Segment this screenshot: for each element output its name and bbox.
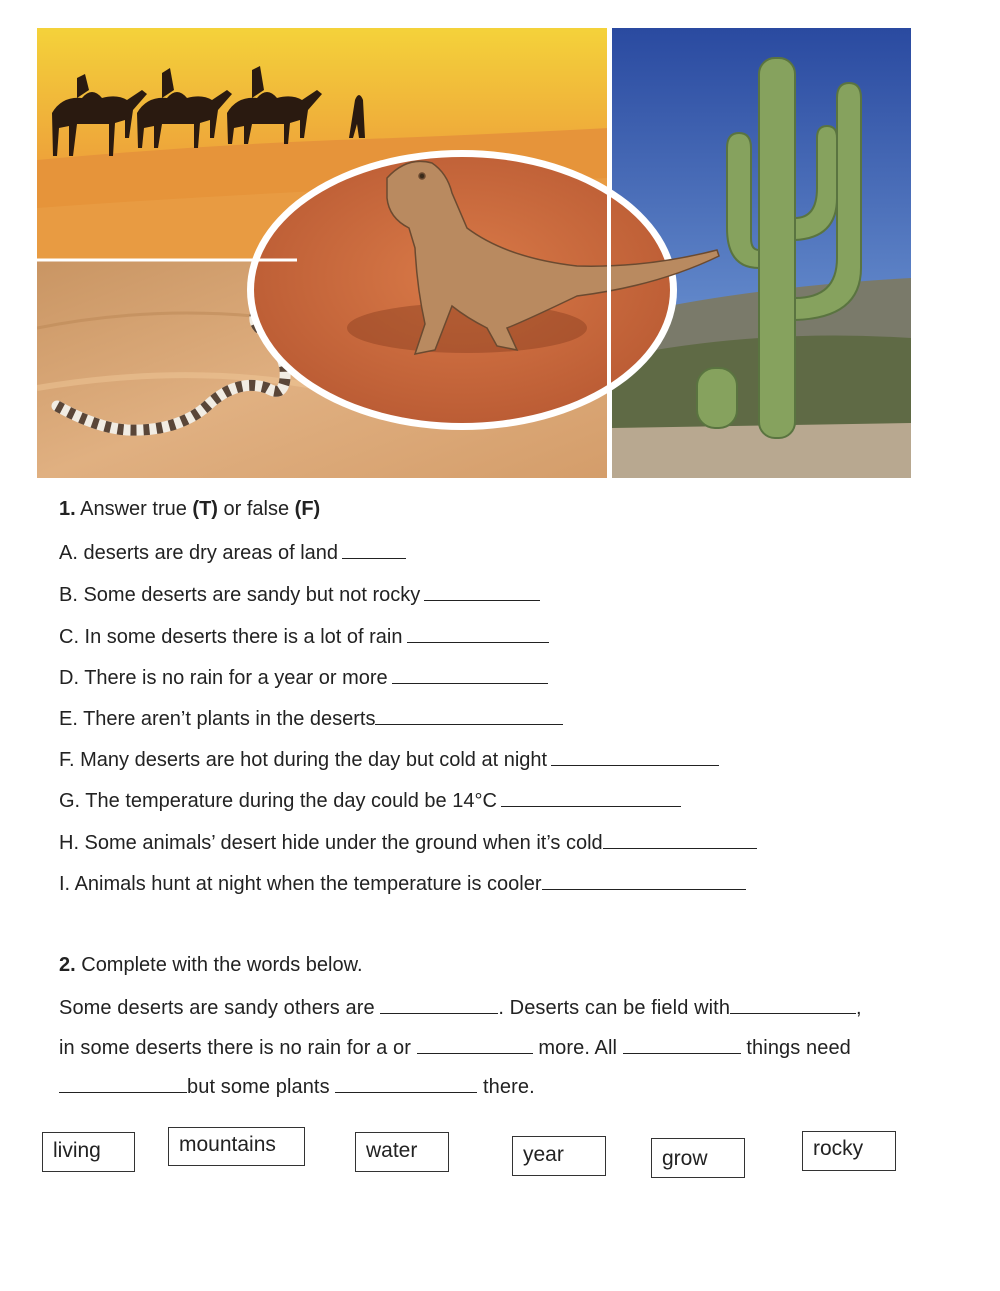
- line-text: Some deserts are sandy others are: [59, 997, 381, 1019]
- statement-d: [59, 665, 548, 690]
- statement-text: C. In some deserts there is a lot of rain: [59, 626, 403, 648]
- fill-blank[interactable]: [730, 995, 856, 1014]
- true-marker: (T): [192, 498, 218, 520]
- line-text: . Deserts can be field with: [498, 997, 731, 1019]
- section1-title: [59, 498, 320, 521]
- statement-text: I. Animals hunt at night when the temperature is cooler: [59, 873, 542, 895]
- answer-blank[interactable]: [392, 665, 548, 684]
- answer-blank[interactable]: [342, 540, 406, 559]
- desert-collage-image: [37, 28, 911, 478]
- word-chip-water[interactable]: water: [355, 1132, 449, 1172]
- line-text: but some plants: [187, 1076, 336, 1098]
- statement-text: B. Some deserts are sandy but not rocky: [59, 584, 421, 606]
- answer-blank[interactable]: [424, 582, 540, 601]
- word-chip-grow[interactable]: grow: [651, 1138, 745, 1178]
- line-text: ,: [856, 997, 862, 1019]
- line-text: there.: [477, 1076, 535, 1098]
- word-chip-living[interactable]: living: [42, 1132, 135, 1172]
- statement-text: H. Some animals’ desert hide under the ground when it’s cold: [59, 832, 603, 854]
- statement-h: [59, 830, 757, 855]
- answer-blank[interactable]: [542, 871, 746, 890]
- answer-blank[interactable]: [501, 788, 681, 807]
- section2-number: 2.: [59, 954, 76, 976]
- statement-e: [59, 706, 563, 731]
- fill-blank[interactable]: [417, 1035, 533, 1054]
- section2-title-text: Complete with the words below.: [75, 954, 363, 976]
- paragraph-line-2: [59, 1035, 851, 1060]
- false-marker: (F): [294, 498, 321, 520]
- word-chip-year[interactable]: year: [512, 1136, 606, 1176]
- section1-prefix: Answer true: [80, 498, 193, 520]
- section2-title: [59, 954, 363, 977]
- statement-b: [59, 582, 540, 607]
- paragraph-line-1: [59, 995, 862, 1020]
- statement-text: G. The temperature during the day could be 14°C: [59, 790, 497, 812]
- statement-text: E. There aren’t plants in the deserts: [59, 708, 376, 730]
- word-chip-mountains[interactable]: mountains: [168, 1127, 305, 1166]
- answer-blank[interactable]: [603, 830, 757, 849]
- fill-blank[interactable]: [623, 1035, 741, 1054]
- answer-blank[interactable]: [551, 747, 719, 766]
- paragraph-line-3: [59, 1074, 535, 1099]
- answer-blank[interactable]: [407, 624, 549, 643]
- section1-middle: or false: [217, 498, 295, 520]
- section1-number: 1.: [59, 498, 76, 520]
- line-text: more. All: [532, 1037, 623, 1059]
- statement-text: D. There is no rain for a year or more: [59, 667, 388, 689]
- fill-blank[interactable]: [380, 995, 498, 1014]
- word-chip-rocky[interactable]: rocky: [802, 1131, 896, 1171]
- statement-text: A. deserts are dry areas of land: [59, 542, 339, 564]
- statement-g: [59, 788, 681, 813]
- line-text: in some deserts there is no rain for a or: [59, 1037, 417, 1059]
- statement-f: [59, 747, 719, 772]
- answer-blank[interactable]: [375, 706, 563, 725]
- line-text: things need: [740, 1037, 851, 1059]
- fill-blank[interactable]: [59, 1074, 187, 1093]
- statement-i: [59, 871, 746, 896]
- statement-text: F. Many deserts are hot during the day but cold at night: [59, 749, 548, 771]
- statement-c: [59, 624, 549, 649]
- statement-a: [59, 540, 406, 565]
- fill-blank[interactable]: [335, 1074, 477, 1093]
